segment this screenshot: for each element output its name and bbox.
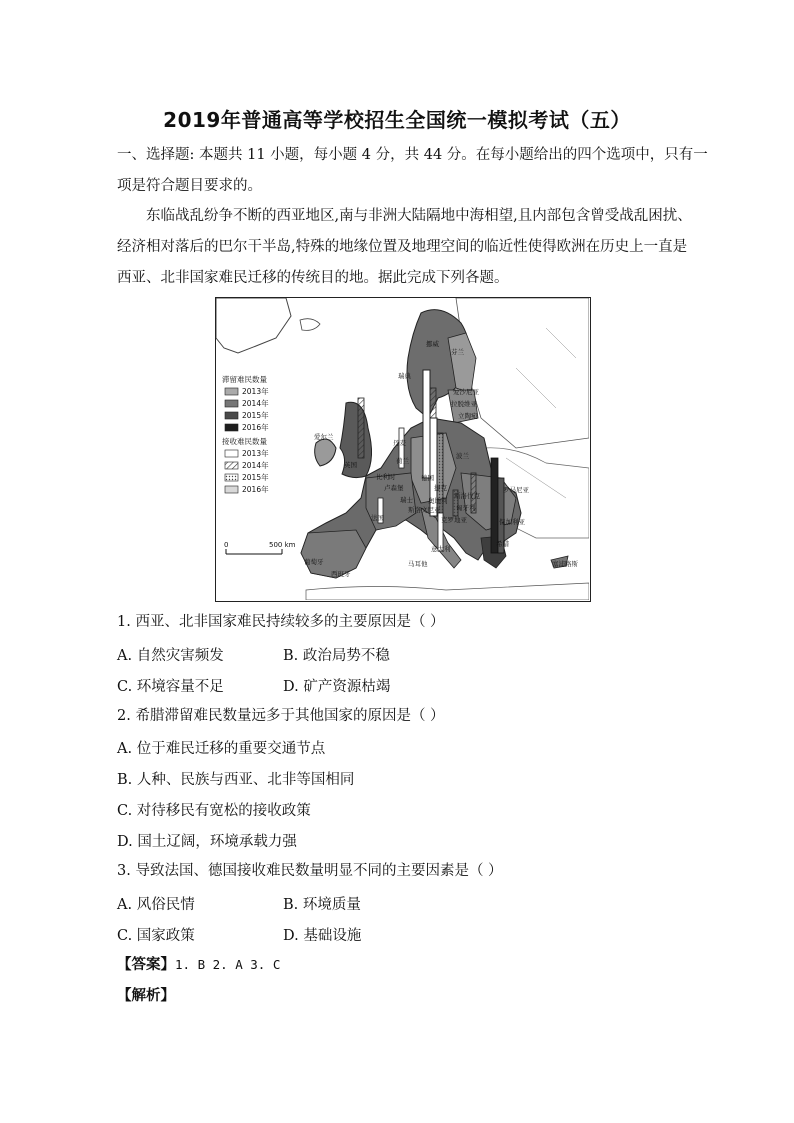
- label-france: 法国: [371, 514, 384, 522]
- label-sweden: 瑞典: [398, 372, 411, 380]
- label-latvia: 拉脱维亚: [451, 400, 477, 408]
- scale-zero: 0: [224, 541, 229, 549]
- legend-received-2014: 2014年: [242, 461, 269, 470]
- bar-sweden-received: [423, 370, 430, 478]
- question-1-stem: 1. 西亚、北非国家难民持续较多的主要原因是（ ）: [117, 614, 445, 630]
- label-greece: 希腊: [496, 540, 509, 548]
- legend-received-title: 接收难民数量: [222, 437, 267, 446]
- question-1-option-d: D. 矿产资源枯竭: [283, 679, 391, 695]
- label-finland: 芬兰: [451, 348, 464, 356]
- legend-received-2015: 2015年: [242, 473, 269, 482]
- map-scale-bar: [224, 541, 296, 554]
- page-title: 2019年普通高等学校招生全国统一模拟考试（五）: [163, 108, 631, 132]
- answer-label: 【答案】: [117, 956, 175, 973]
- question-3-option-a: A. 风俗民情: [117, 897, 195, 913]
- label-poland: 波兰: [456, 452, 469, 460]
- legend-stranded-2013: 2013年: [242, 387, 269, 396]
- label-uk: 英国: [344, 461, 357, 469]
- label-spain: 西班牙: [331, 570, 351, 578]
- label-slovakia: 斯洛伐克: [454, 492, 480, 500]
- label-portugal: 葡萄牙: [304, 558, 324, 566]
- question-1-option-c: C. 环境容量不足: [117, 679, 224, 695]
- label-bulgaria: 保加利亚: [499, 518, 525, 526]
- question-3-option-c: C. 国家政策: [117, 928, 195, 944]
- label-austria: 奥地利: [428, 497, 448, 505]
- question-1-option-b: B. 政治局势不稳: [283, 648, 390, 664]
- label-belgium: 比利时: [376, 473, 396, 481]
- bar-uk: [358, 398, 364, 458]
- legend-stranded-title: 滞留难民数量: [222, 375, 267, 384]
- bar-greece-stranded: [491, 458, 498, 553]
- label-germany: 德国: [421, 474, 434, 482]
- legend-stranded-2015: 2015年: [242, 411, 269, 420]
- map-legend: [222, 374, 269, 494]
- label-hungary: 匈牙利: [456, 504, 476, 512]
- label-malta: 马耳他: [408, 560, 428, 568]
- label-ireland: 爱尔兰: [314, 433, 334, 441]
- legend-stranded-2016: 2016年: [242, 423, 269, 432]
- label-romania: 罗马尼亚: [503, 486, 529, 494]
- label-cyprus: 塞浦路斯: [552, 560, 578, 568]
- label-italy: 意大利: [431, 545, 451, 553]
- question-2-option-a: A. 位于难民迁移的重要交通节点: [117, 741, 326, 757]
- legend-received-2016: 2016年: [242, 485, 269, 494]
- label-switzerland: 瑞士: [400, 496, 413, 504]
- label-norway: 挪威: [426, 340, 439, 348]
- question-3-option-d: D. 基础设施: [283, 928, 362, 944]
- answer-line: [117, 955, 280, 975]
- scale-distance: 500 km: [269, 541, 296, 549]
- label-croatia: 克罗地亚: [441, 516, 467, 524]
- label-netherlands: 荷兰: [396, 457, 409, 465]
- section-instruction-line1: 一、选择题: 本题共 11 小题，每小题 4 分，共 44 分。在每小题给出的四个选项中，只有一: [117, 147, 708, 163]
- question-3-option-b: B. 环境质量: [283, 897, 361, 913]
- europe-refugee-map: [215, 297, 591, 602]
- question-2-option-d: D. 国土辽阔，环境承载力强: [117, 834, 297, 850]
- label-lithuania: 立陶宛: [458, 412, 478, 420]
- question-3-stem: 3. 导致法国、德国接收难民数量明显不同的主要因素是（ ）: [117, 863, 503, 879]
- label-luxembourg: 卢森堡: [384, 484, 404, 492]
- question-2-option-c: C. 对待移民有宽松的接收政策: [117, 803, 311, 819]
- analysis-label: 【解析】: [117, 987, 175, 1004]
- question-1-option-a: A. 自然灾害频发: [117, 648, 224, 664]
- answer-text: 1. B 2. A 3. C: [175, 957, 281, 972]
- label-czech: 捷克: [434, 484, 447, 492]
- section-instruction-line2: 项是符合题目要求的。: [117, 178, 262, 194]
- legend-stranded-2014: 2014年: [242, 399, 269, 408]
- passage-line3: 西亚、北非国家难民迁移的传统目的地。据此完成下列各题。: [117, 270, 509, 286]
- passage-line1: 东临战乱纷争不断的西亚地区,南与非洲大陆隔地中海相望,且内部包含曾受战乱困扰、: [146, 208, 692, 224]
- passage-line2: 经济相对落后的巴尔干半岛,特殊的地缘位置及地理空间的临近性使得欧洲在历史上一直是: [117, 239, 688, 255]
- label-slovenia: 斯洛文尼亚: [408, 506, 441, 514]
- question-2-option-b: B. 人种、民族与西亚、北非等国相同: [117, 772, 355, 788]
- legend-received-2013: 2013年: [242, 449, 269, 458]
- label-estonia: 爱沙尼亚: [453, 388, 479, 396]
- label-denmark: 丹麦: [393, 439, 406, 447]
- question-2-stem: 2. 希腊滞留难民数量远多于其他国家的原因是（ ）: [117, 708, 445, 724]
